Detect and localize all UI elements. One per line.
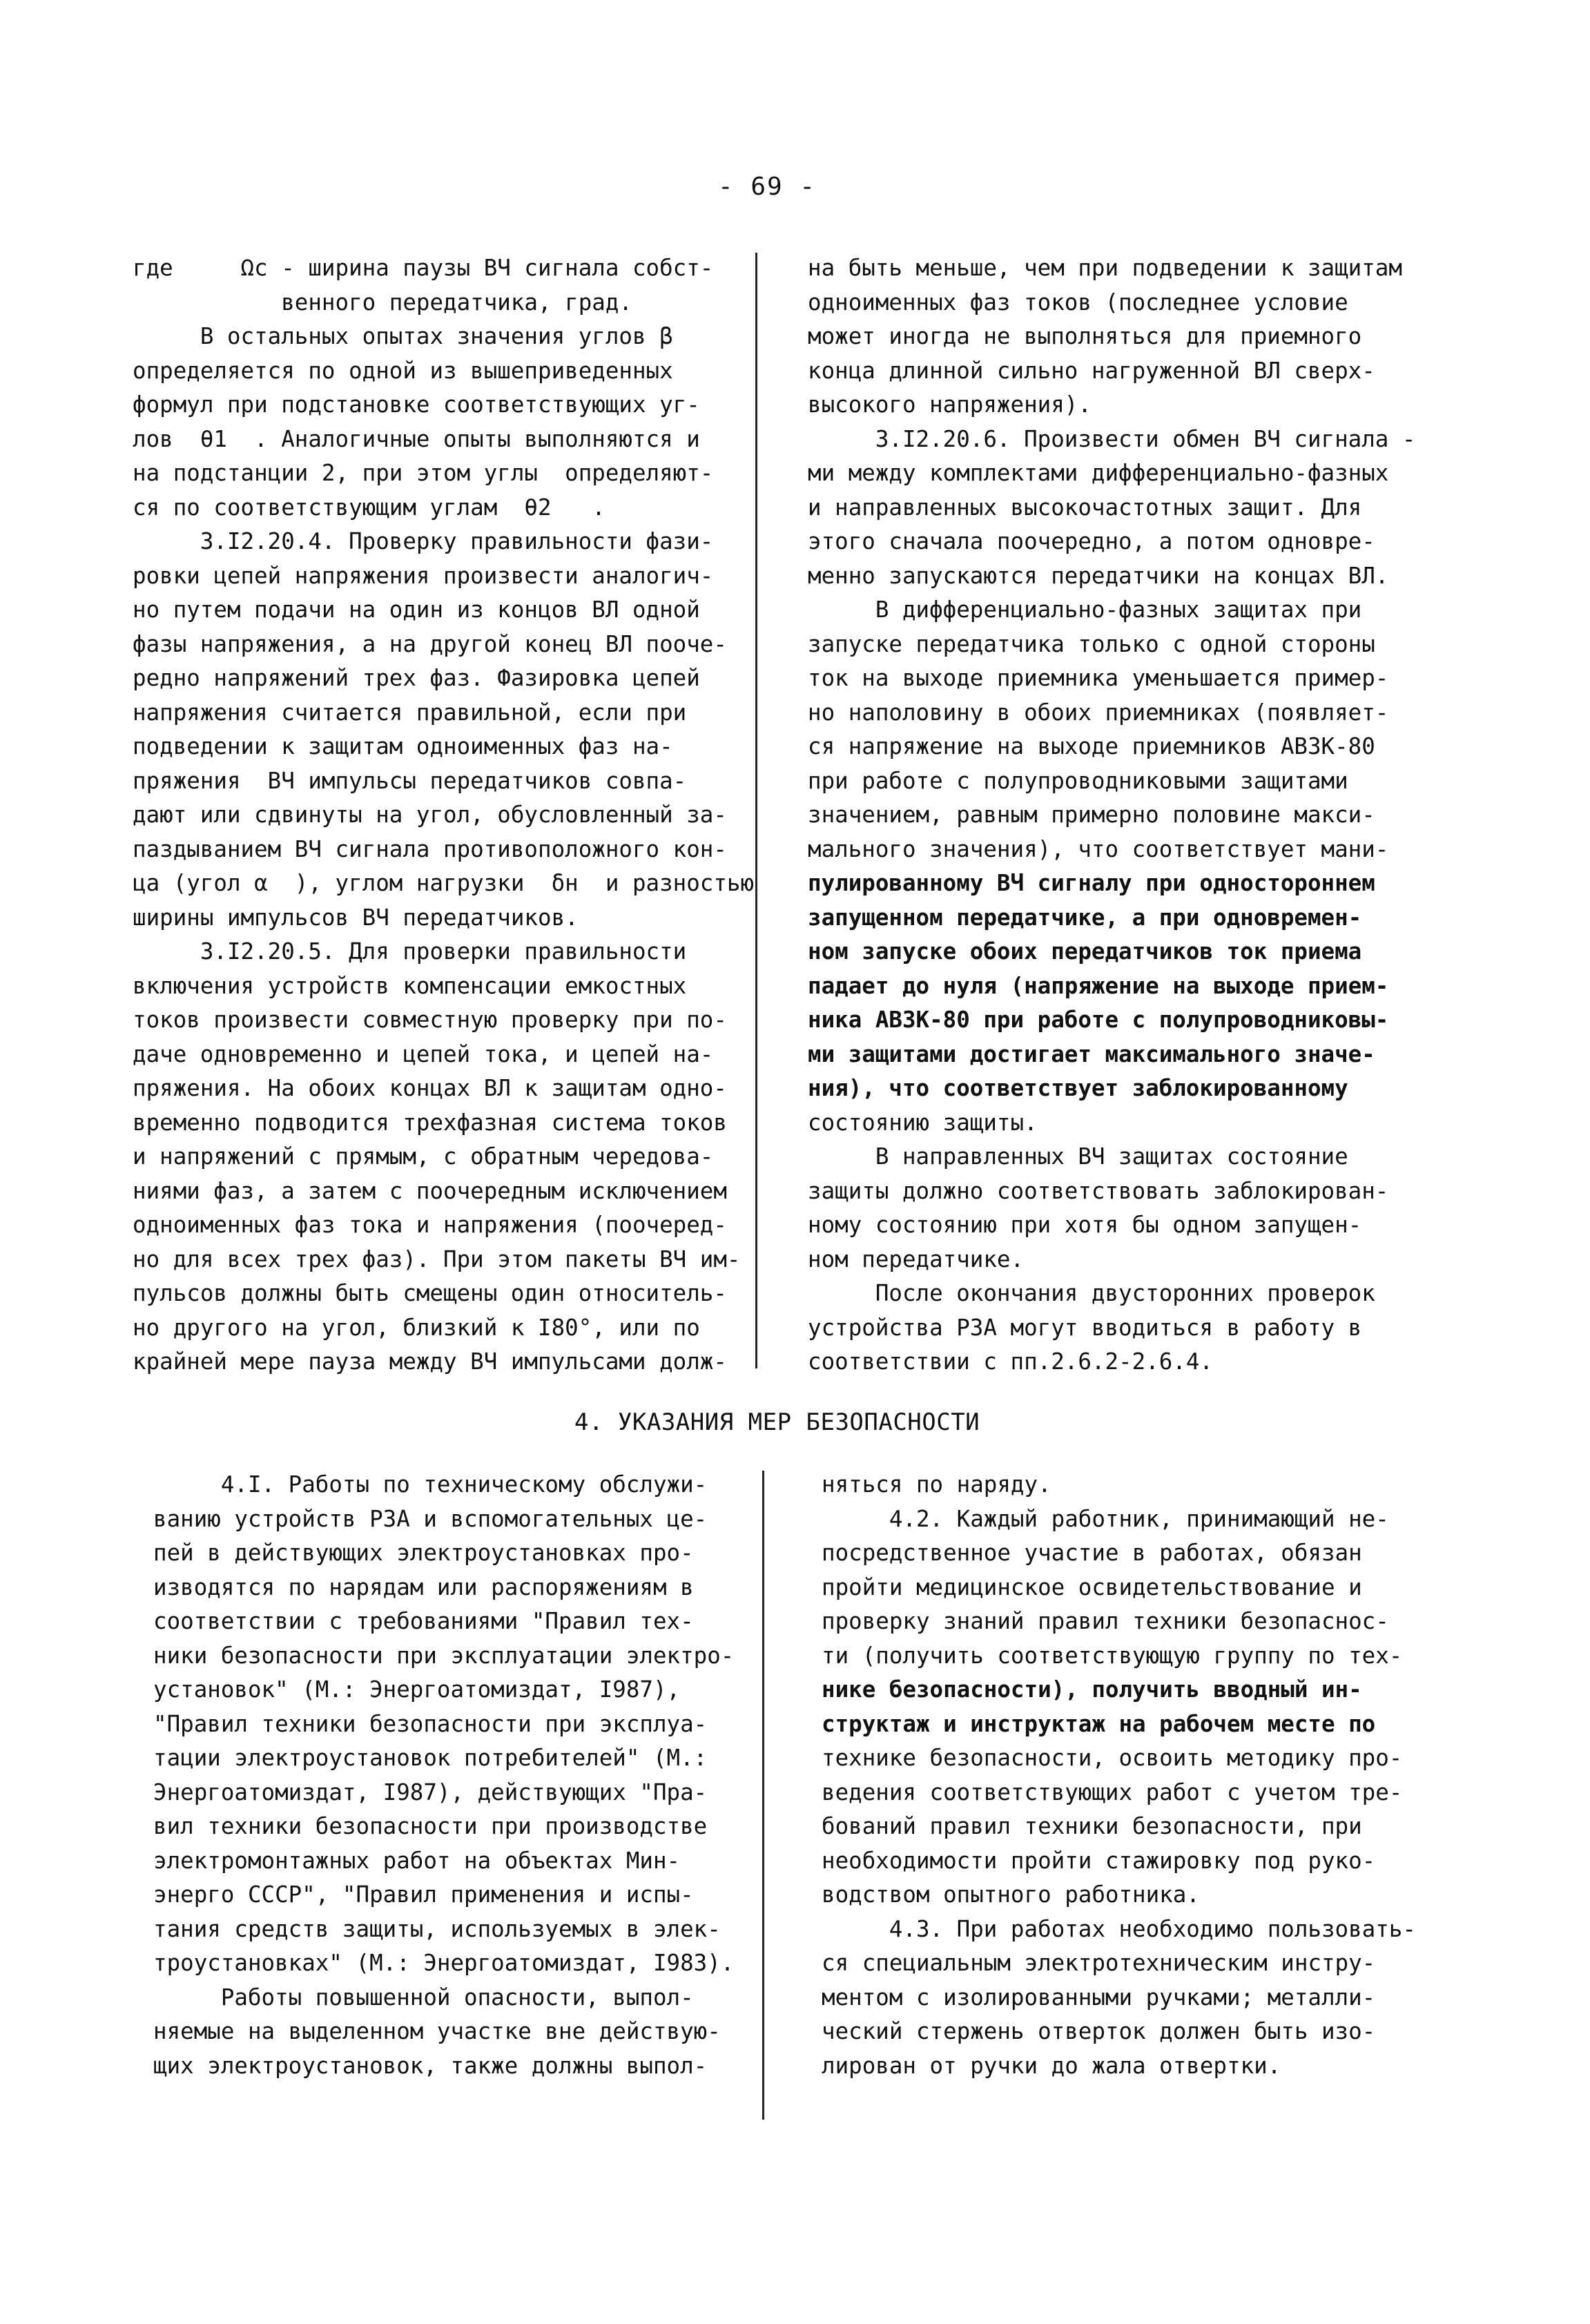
text-column-bottom-right [822, 1468, 1450, 2083]
text-line: соответствии с требованиями "Правил тех- [153, 1608, 694, 1634]
text-line: этого сначала поочередно, а потом одновре- [808, 528, 1375, 554]
text-line: электромонтажных работ на объектах Мин- [153, 1847, 681, 1874]
text-line: но путем подачи на один из концов ВЛ одной [133, 597, 700, 623]
column-divider-top [755, 253, 757, 1368]
text-line: напряжения считается правильной, если при [133, 699, 687, 726]
text-line: ния), что соответствует заблокированному [808, 1075, 1348, 1101]
text-line: одноименных фаз тока и напряжения (поочеред- [133, 1212, 727, 1238]
text-line: дают или сдвинуты на угол, обусловленный за- [133, 802, 727, 828]
text-line: пряжения ВЧ импульсы передатчиков совпа- [133, 767, 687, 794]
text-line: ментом с изолированными ручками; металли- [822, 1984, 1376, 2011]
text-line: 4.2. Каждый работник, принимающий не- [822, 1505, 1389, 1532]
text-line: 4.I. Работы по техническому обслужи- [153, 1471, 708, 1498]
text-line: ся специальным электротехническим инстру- [822, 1950, 1376, 1976]
text-line: защиты должно соответствовать заблокирован- [808, 1177, 1389, 1204]
text-line: при работе с полупроводниковыми защитами [808, 767, 1348, 794]
text-line: структаж и инструктаж на рабочем месте по [822, 1710, 1376, 1737]
text-line: устройства РЗА могут вводиться в работу в [808, 1314, 1362, 1341]
text-line: ном запуске обоих передатчиков ток приема [808, 938, 1362, 965]
text-line: на быть меньше, чем при подведении к защитам [808, 255, 1402, 281]
text-line: значением, равным примерно половине макси- [808, 802, 1375, 828]
text-line: но другого на угол, близкий к I80°, или по [133, 1314, 700, 1341]
text-line: вил техники безопасности при производстве [153, 1813, 708, 1839]
text-line: фазы напряжения, а на другой конец ВЛ поoче- [133, 630, 727, 657]
text-line: ширины импульсов ВЧ передатчиков. [133, 904, 579, 931]
text-column-top-right [808, 251, 1450, 1379]
text-line: Энергоатомиздат, I987), действующих "Пра- [153, 1779, 708, 1805]
text-line: пульсов должны быть смещены один относитель- [133, 1280, 727, 1306]
text-line: формул при подстановке соответствующих уг- [133, 391, 700, 418]
text-line: ток на выходе приемника уменьшается пример- [808, 665, 1389, 691]
text-line: тации электроустановок потребителей" (М.: [153, 1745, 708, 1771]
text-line: ведения соответствующих работ с учетом тре- [822, 1779, 1403, 1805]
text-line: менно запускаются передатчики на концах ВЛ. [808, 562, 1389, 589]
text-line: но наполовину в обоих приемниках (появляет- [808, 699, 1389, 726]
text-line: редно напряжений трех фаз. Фазировка цепей [133, 665, 700, 691]
page-number: - 69 - [718, 173, 817, 201]
text-line: "Правил техники безопасности при эксплуа- [153, 1710, 708, 1737]
text-line: но для всех трех фаз). При этом пакеты ВЧ им- [133, 1246, 741, 1272]
text-line: ми между комплектами дифференциально-фазных [808, 460, 1389, 486]
text-line: может иногда не выполняться для приемного [808, 323, 1362, 349]
text-line: троустановках" (М.: Энергоатомиздат, I983). [153, 1950, 735, 1976]
text-line: проверку знаний правил техники безопаснос- [822, 1608, 1389, 1634]
column-divider-bottom [762, 1471, 764, 2120]
text-line: 3.I2.20.6. Произвести обмен ВЧ сигнала - [808, 425, 1416, 452]
text-line: и направленных высокочастотных защит. Для [808, 494, 1362, 521]
text-line: 4.3. При работах необходимо пользовать- [822, 1915, 1416, 1942]
text-line: энерго СССР", "Правил применения и испы- [153, 1881, 694, 1908]
text-line: ровки цепей напряжения произвести аналогич- [133, 562, 714, 589]
text-line: посредственное участие в работах, обязан [822, 1540, 1362, 1566]
text-line: пройти медицинское освидетельствование и [822, 1573, 1362, 1600]
text-column-top-left [133, 251, 754, 1379]
text-line: В дифференциально-фазных защитах при [808, 597, 1362, 623]
text-line: лов θ1 . Аналогичные опыты выполняются и [133, 425, 700, 452]
text-line: подведении к защитам одноименных фаз на- [133, 733, 673, 759]
text-line: запуске передатчика только с одной стороны [808, 630, 1375, 657]
text-line: ника АВЗК-80 при работе с полупроводниковы- [808, 1007, 1389, 1033]
text-line: ниями фаз, а затем с поочередным исключением [133, 1177, 727, 1204]
text-line: Работы повышенной опасности, выпол- [153, 1984, 694, 2011]
text-line: ному состоянию при хотя бы одном запущен- [808, 1212, 1362, 1238]
text-line: нике безопасности), получить вводный ин- [822, 1676, 1362, 1703]
text-line: няемые на выделенном участке вне действую- [153, 2018, 721, 2044]
text-line: ся напряжение на выходе приемников АВЗК-80 [808, 733, 1375, 759]
text-line: определяется по одной из вышеприведенных [133, 357, 673, 384]
text-line: водством опытного работника. [822, 1881, 1200, 1908]
text-line: одноименных фаз токов (последнее условие [808, 289, 1348, 316]
text-line: ванию устройств РЗА и вспомогательных це- [153, 1505, 708, 1532]
text-line: токов произвести совместную проверку при по- [133, 1007, 727, 1033]
text-line: ческий стержень отверток должен быть изо- [822, 2018, 1376, 2044]
text-line: пулированному ВЧ сигналу при одностороннем [808, 870, 1375, 896]
text-line: ники безопасности при эксплуатации электро- [153, 1642, 735, 1669]
text-line: конца длинной сильно нагруженной ВЛ сверх- [808, 357, 1375, 384]
section-heading: 4. УКАЗАНИЯ МЕР БЕЗОПАСНОСТИ [574, 1408, 980, 1436]
text-line: высокого напряжения). [808, 391, 1092, 418]
text-line: ти (получить соответствующую группу по тех- [822, 1642, 1403, 1669]
text-line: лирован от ручки до жала отвертки. [822, 2052, 1281, 2079]
text-line: технике безопасности, освоить методику про- [822, 1745, 1403, 1771]
text-line: где Ωc - ширина паузы ВЧ сигнала собст- [133, 255, 714, 281]
text-line: пей в действующих электроустановках про- [153, 1540, 694, 1566]
text-line: падает до нуля (напряжение на выходе прием- [808, 972, 1389, 999]
text-line: паздыванием ВЧ сигнала противоположного кон- [133, 835, 727, 862]
text-line: После окончания двусторонних проверок [808, 1280, 1375, 1306]
text-line: ном передатчике. [808, 1246, 1025, 1272]
text-line: тания средств защиты, используемых в элек- [153, 1915, 721, 1942]
text-line: ца (угол α ), углом нагрузки δн и разностью [133, 870, 755, 896]
text-line: даче одновременно и цепей тока, и цепей на- [133, 1040, 714, 1067]
text-line: ми защитами достигает максимального значе- [808, 1040, 1375, 1067]
text-line: В направленных ВЧ защитах состояние [808, 1143, 1348, 1170]
text-line: венного передатчика, град. [133, 289, 632, 316]
text-line: и напряжений с прямым, с обратным чередова- [133, 1143, 714, 1170]
text-line: запущенном передатчике, а при одновремен- [808, 904, 1362, 931]
text-line: ся по соответствующим углам θ2 . [133, 494, 605, 521]
text-line: крайней мере пауза между ВЧ импульсами долж- [133, 1348, 727, 1375]
text-line: бований правил техники безопасности, при [822, 1813, 1362, 1839]
text-line: В остальных опытах значения углов β [133, 323, 673, 349]
text-line: щих электроустановок, также должны выпол- [153, 2052, 708, 2079]
text-line: пряжения. На обоих концах ВЛ к защитам одно- [133, 1075, 727, 1101]
text-line: няться по наряду. [822, 1471, 1051, 1498]
text-line: 3.I2.20.5. Для проверки правильности [133, 938, 687, 965]
text-line: состоянию защиты. [808, 1109, 1038, 1136]
text-line: мального значения), что соответствует мани- [808, 835, 1389, 862]
text-line: соответствии с пп.2.6.2-2.6.4. [808, 1348, 1213, 1375]
text-line: временно подводится трехфазная система токов [133, 1109, 727, 1136]
text-line: включения устройств компенсации емкостных [133, 972, 687, 999]
text-line: 3.I2.20.4. Проверку правильности фази- [133, 528, 714, 554]
text-column-bottom-left [153, 1468, 761, 2083]
text-line: установок" (М.: Энергоатомиздат, I987), [153, 1676, 681, 1703]
text-line: необходимости пройти стажировку под руко- [822, 1847, 1376, 1874]
text-line: на подстанции 2, при этом углы определяют- [133, 460, 714, 486]
text-line: изводятся по нарядам или распоряжениям в [153, 1573, 694, 1600]
